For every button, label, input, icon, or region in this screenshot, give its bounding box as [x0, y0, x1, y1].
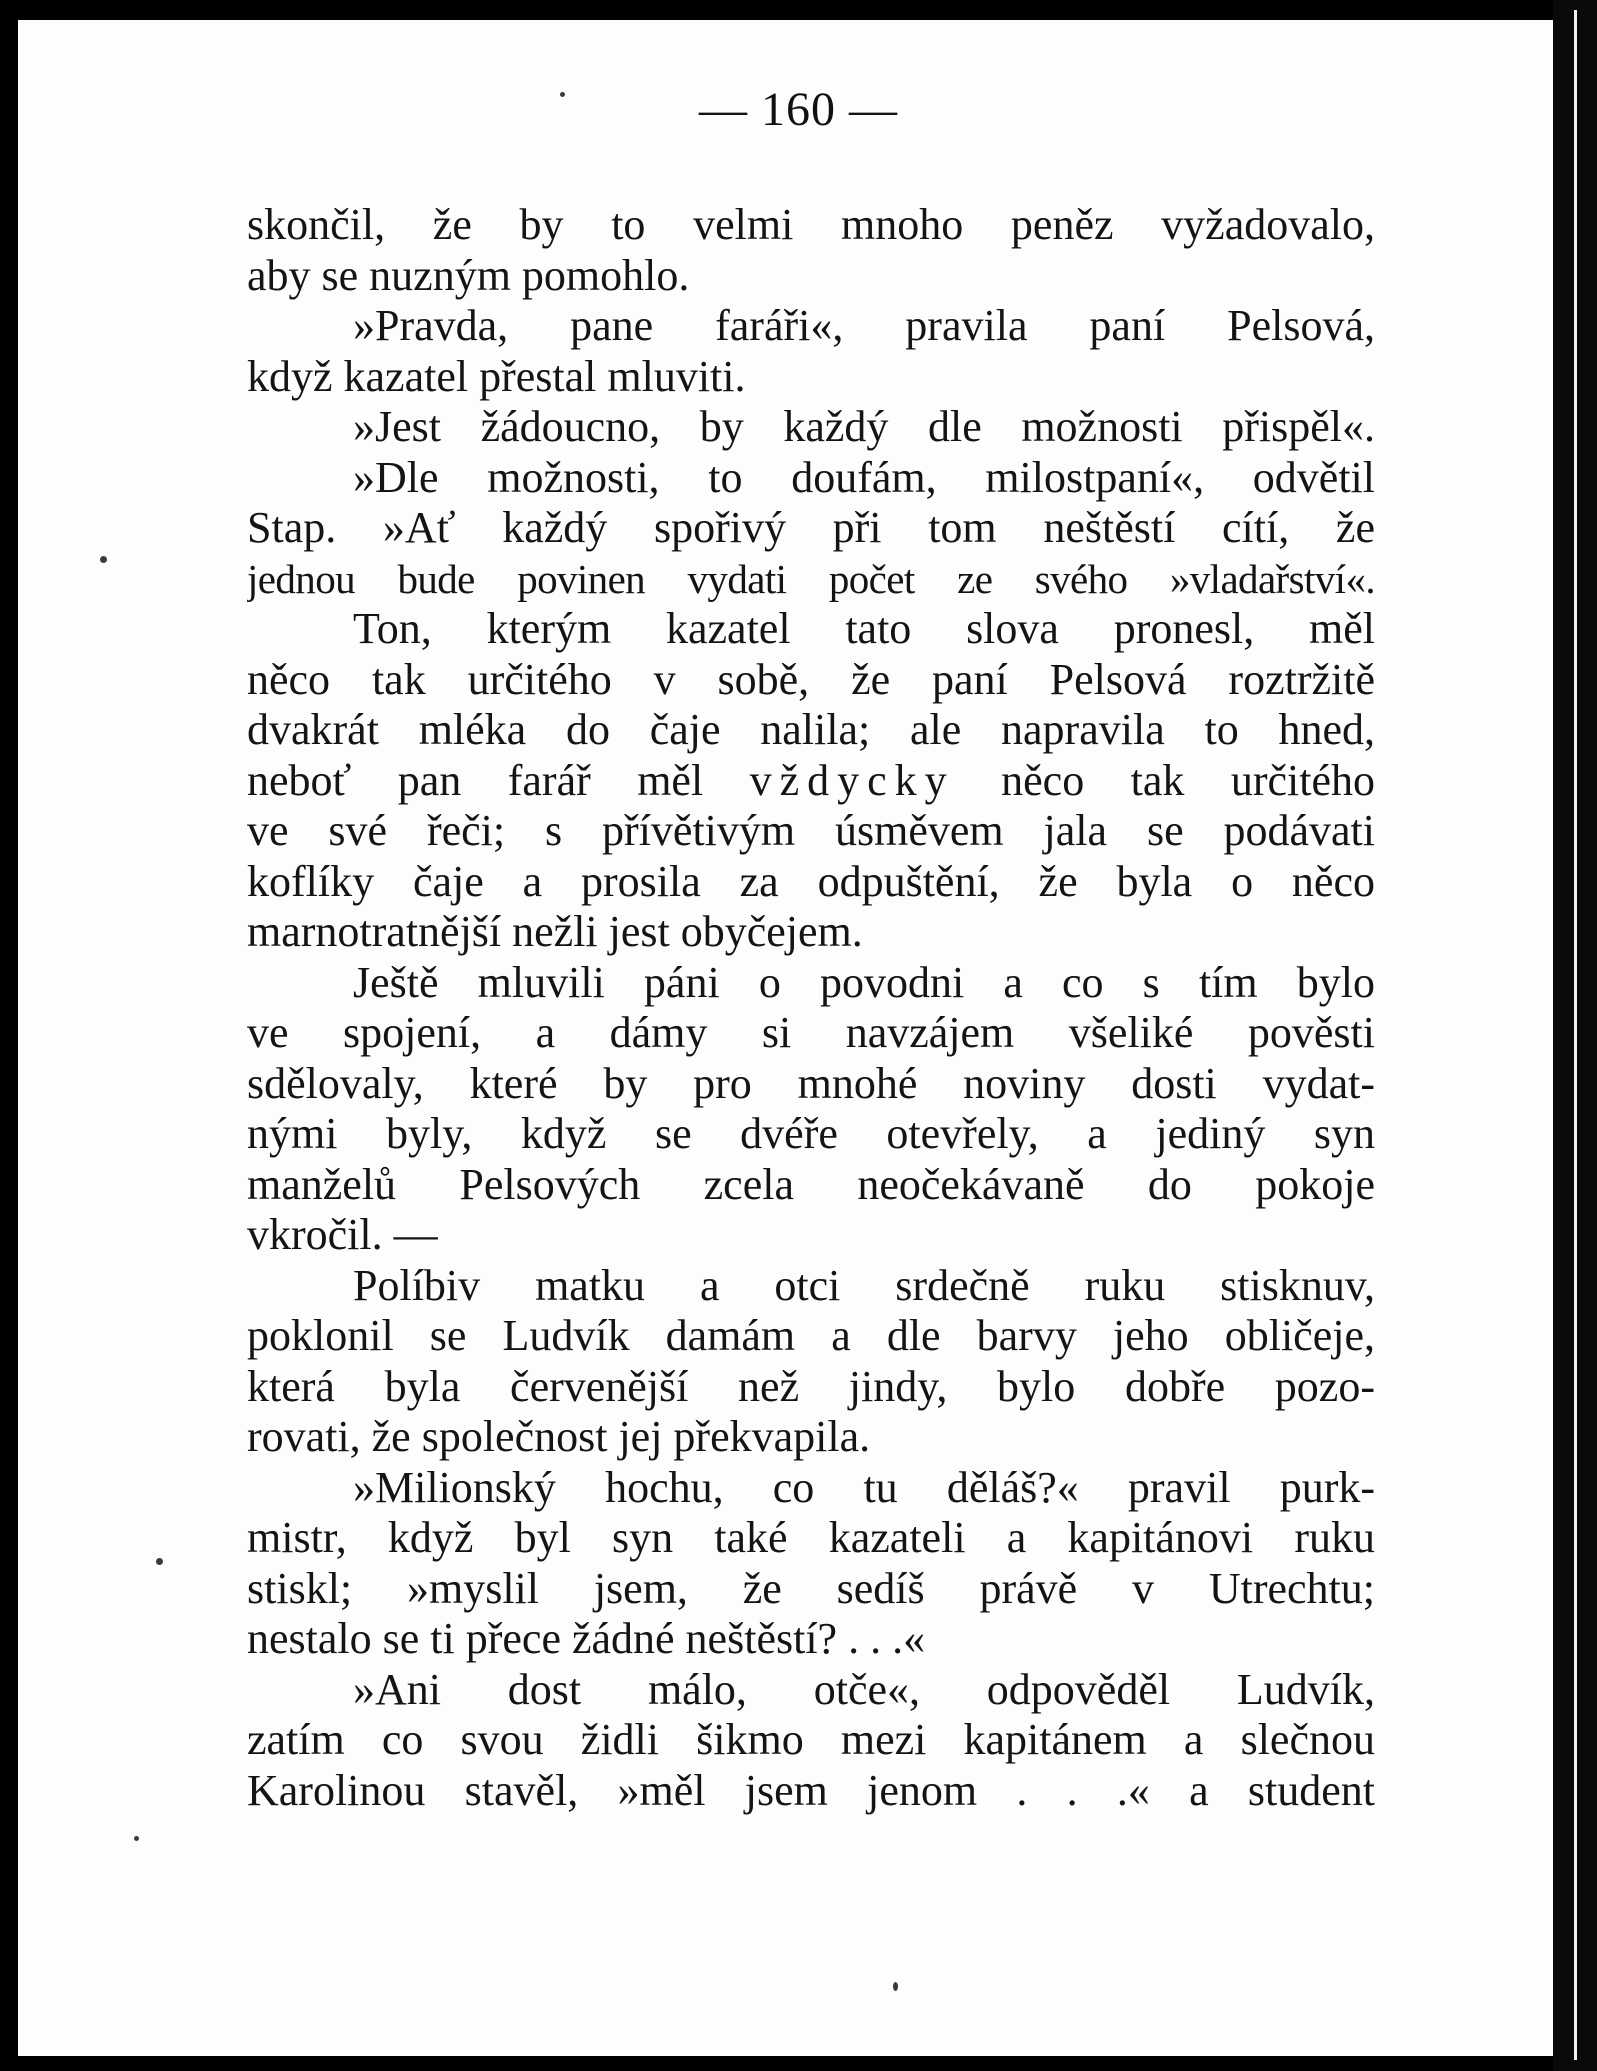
- text-line: skončil, že by to velmi mnoho peněz vyžadovalo,: [247, 200, 1375, 249]
- dust-speck: [156, 1558, 163, 1565]
- text-line: stiskl; »myslil jsem, že sedíš právě v Utrechtu;: [247, 1563, 1375, 1613]
- page-edge-highlight: [1574, 10, 1577, 2060]
- text-line: ve své řeči; s přívětivým úsměvem jala se podávati: [247, 806, 1375, 855]
- text-line: aby se nuzným pomohlo.: [247, 250, 690, 300]
- text-line: poklonil se Ludvík damám a dle barvy jeho obličeje,: [247, 1311, 1375, 1360]
- page-number: — 160 —: [699, 83, 898, 136]
- dust-speck: [134, 1836, 139, 1841]
- text-line: Ještě mluvili páni o povodni a co s tím bylo: [353, 957, 1375, 1007]
- text-line: »Ani dost málo, otče«, odpověděl Ludvík,: [353, 1664, 1375, 1714]
- text-line: »Pravda, pane faráři«, pravila paní Pelsová,: [353, 301, 1375, 350]
- text-line: »Dle možnosti, to doufám, milostpaní«, odvětil: [353, 452, 1375, 502]
- dust-speck: [100, 556, 107, 563]
- text-line: Ton, kterým kazatel tato slova pronesl, měl: [353, 604, 1375, 653]
- text-line: rovati, že společnost jej překvapila.: [247, 1412, 871, 1461]
- text-line: »Milionský hochu, co tu děláš?« pravil purk-: [353, 1462, 1375, 1512]
- text-line: mistr, když byl syn také kazateli a kapitánovi ruku: [247, 1513, 1375, 1562]
- text-line: manželů Pelsových zcela neočekávaně do pokoje: [247, 1159, 1375, 1209]
- text-line: marnotratnější nežli jest obyčejem.: [247, 907, 863, 956]
- text-line: když kazatel přestal mluviti.: [247, 351, 746, 401]
- text-line: Stap. »Ať každý spořivý při tom neštěstí cítí, že: [247, 503, 1375, 552]
- text-line: vkročil. —: [247, 1210, 438, 1259]
- text-line: Karolinou stavěl, »měl jsem jenom . . .« a student: [247, 1765, 1375, 1815]
- text-fragment: něco tak určitého: [954, 755, 1375, 805]
- text-line: ve spojení, a dámy si navzájem všeliké pověsti: [247, 1008, 1375, 1057]
- text-fragment: neboť pan farář měl: [247, 755, 750, 805]
- text-line: nými byly, když se dvéře otevřely, a jediný syn: [247, 1109, 1375, 1158]
- text-line: koflíky čaje a prosila za odpuštění, že byla o něco: [247, 856, 1375, 906]
- text-line: »Jest žádoucno, by každý dle možnosti přispěl«.: [353, 402, 1375, 451]
- text-line: dvakrát mléka do čaje nalila; ale napravila to hned,: [247, 705, 1375, 754]
- text-line: sdělovaly, které by pro mnohé noviny dosti vydat-: [247, 1058, 1375, 1108]
- emphasized-word: vždycky: [749, 755, 955, 805]
- text-line: nestalo se ti přece žádné neštěstí? . . .«: [247, 1614, 926, 1663]
- text-line: zatím co svou židli šikmo mezi kapitánem a slečnou: [247, 1715, 1375, 1764]
- text-line: jednou bude povinen vydati počet ze svého »vladařství«.: [247, 555, 1375, 602]
- text-line: která byla červenější než jindy, bylo dobře pozo-: [247, 1361, 1375, 1411]
- text-line-spaced: [247, 756, 1375, 807]
- text-line: něco tak určitého v sobě, že paní Pelsová roztržitě: [247, 654, 1375, 704]
- body-text: [247, 200, 1375, 1816]
- text-line: Políbiv matku a otci srdečně ruku stisknuv,: [353, 1260, 1375, 1310]
- dust-speck: [893, 1982, 898, 1991]
